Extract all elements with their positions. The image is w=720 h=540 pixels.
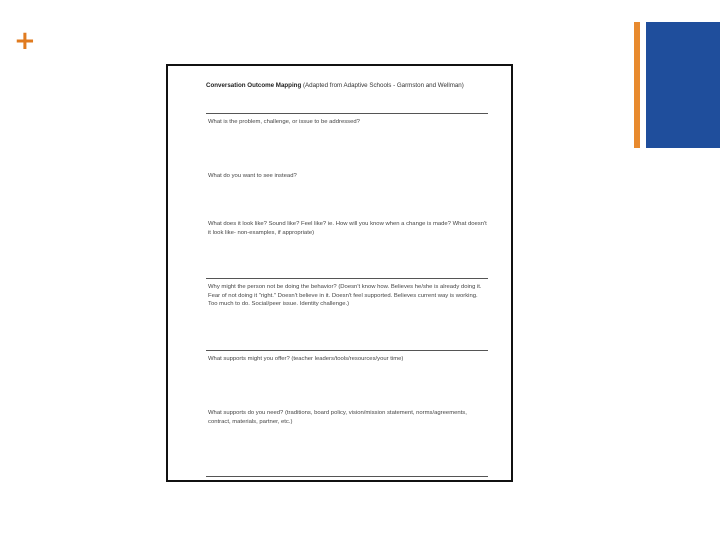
divider-line xyxy=(206,476,488,477)
document-image xyxy=(166,64,513,482)
document-title-bold: Conversation Outcome Mapping xyxy=(206,82,302,89)
question-supports-offer: What supports might you offer? (teacher leaders/tools/resources/your time) xyxy=(208,356,404,362)
blue-accent-block xyxy=(646,22,720,148)
question-desired-outcome: What do you want to see instead? xyxy=(208,173,297,179)
plus-icon: + xyxy=(14,26,36,56)
divider-line xyxy=(206,350,488,351)
divider-line xyxy=(206,113,488,114)
question-problem: What is the problem, challenge, or issue to be addressed? xyxy=(208,119,360,125)
question-supports-need: What supports do you need? (traditions, board policy, vision/mission statement, norms/agreements, contract, materials, partner, etc.) xyxy=(208,410,467,425)
question-why-not: Why might the person not be doing the behavior? (Doesn't know how. Believes he/she is already doing it. Fear of not doing it "right." Doesn't believe in it. Doesn't feel supported. Believes current way is working. Too much to do. Social/peer issue. Identity challenge.) xyxy=(208,284,482,307)
orange-accent-bar xyxy=(634,22,640,148)
document-title xyxy=(206,82,506,90)
divider-line xyxy=(206,278,488,279)
question-look-like: What does it look like? Sound like? Feel like? ie. How will you know when a change is made? What doesn't it look like- non-examples, if appropriate) xyxy=(208,221,487,236)
document-title-source: (Adapted from Adaptive Schools - Garmston and Wellman) xyxy=(301,82,464,89)
